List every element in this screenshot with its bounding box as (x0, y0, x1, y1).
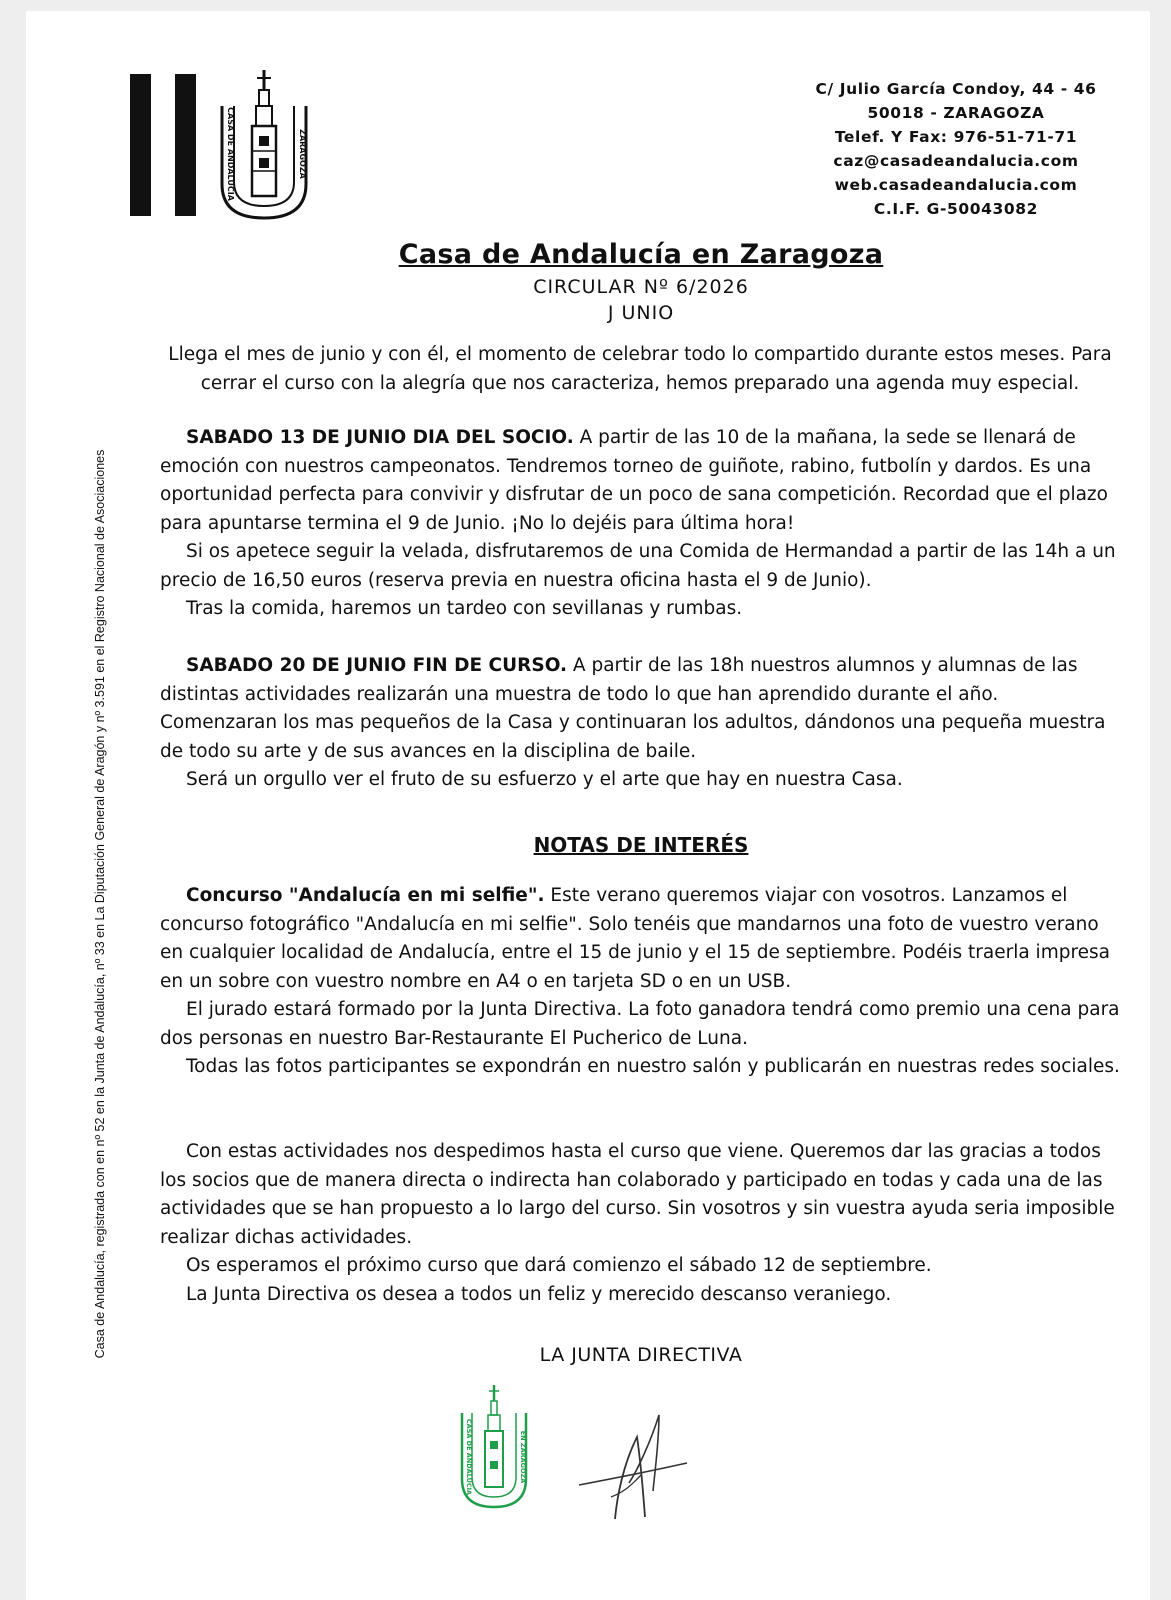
fin-curso-heading: SABADO 20 DE JUNIO FIN DE CURSO. (186, 655, 568, 676)
intro-paragraph (160, 341, 1120, 398)
address-street: C/ Julio García Condoy, 44 - 46 (815, 80, 1097, 98)
socio-comida: Si os apetece seguir la velada, disfrutaremos de una Comida de Hermandad a partir de las 14h a un precio de 16,50 euros (reserva previa en nuestra oficina hasta el 9 de Junio). (160, 541, 1116, 591)
section-dia-socio (160, 424, 1120, 624)
section-fin-curso (160, 652, 1120, 795)
letter-page (26, 11, 1150, 1600)
socio-text: A partir de las 10 de la mañana, la sede se llenará de emoción con nuestros campeonatos. Tendremos torneo de guiñote, rabino, futbolín y dardos. Es una oportunidad perfecta para convivir y disfrutar de un poco de sana competición. Recordad que el plazo para apuntarse termina el 9 de Junio. ¡No lo dejéis para última hora! (160, 427, 1108, 534)
circular-number: CIRCULAR Nº 6/2026 (533, 276, 749, 298)
fin-curso-text: A partir de las 18h nuestros alumnos y alumnas de las distintas actividades realizarán una muestra de todo lo que han aprendido durante el año. Comenzaran los mas pequeños de la Casa y continuaran los adultos, dándonos una pequeña muestra de todo su arte y de sus avances en la disciplina de baile. (160, 655, 1106, 762)
closing-thanks: Con estas actividades nos despedimos hasta el curso que viene. Queremos dar las gracias a todos los socios que de manera directa o indirecta han colaborado y participado en todas y cada una de las actividades que se han propuesto a lo largo del curso. Sin vosotros y sin vuestra ayuda seria imposible realizar dichas actividades. (160, 1141, 1115, 1248)
svg-text:CASA DE ANDALUCIA: CASA DE ANDALUCIA (226, 107, 235, 201)
svg-text:EN ZARAGOZA: EN ZARAGOZA (519, 1430, 527, 1484)
circular-month: J UNIO (607, 302, 675, 324)
address-phone: Telef. Y Fax: 976-51-71-71 (834, 128, 1078, 146)
address-web: web.casadeandalucia.com (834, 176, 1078, 194)
closing-wishes: La Junta Directiva os desea a todos un feliz y merecido descanso veraniego. (186, 1283, 892, 1305)
handwritten-signature (571, 1401, 701, 1531)
registration-side-note: Casa de Andalucía, registrada con en nº 52 en la Junta de Andalucía, nº 33 en La Diputación General de Aragón y nº 3.591 en el Registro Nacional de Asociaciones (93, 449, 107, 1359)
socio-tardeo: Tras la comida, haremos un tardeo con sevillanas y rumbas. (186, 598, 743, 619)
notas-heading: NOTAS DE INTERÉS (533, 833, 749, 857)
closing-next-course: Os esperamos el próximo curso que dará comienzo el sábado 12 de septiembre. (186, 1255, 932, 1276)
address-block (786, 77, 1126, 221)
intro-text: Llega el mes de junio y con él, el momento de celebrar todo lo compartido durante estos meses. Para cerrar el curso con la alegría que nos caracteriza, hemos preparado una agenda muy especial. (168, 344, 1112, 394)
address-postal: 50018 - ZARAGOZA (867, 104, 1045, 122)
casa-andalucia-logo (214, 66, 314, 226)
svg-text:ZARAGOZA: ZARAGOZA (298, 129, 307, 179)
green-stamp (456, 1381, 532, 1515)
section-concurso (160, 882, 1120, 1082)
section-closing (160, 1138, 1120, 1309)
logo-bar-left (130, 74, 151, 216)
svg-text:CASA DE ANDALUCIA: CASA DE ANDALUCIA (465, 1418, 473, 1496)
concurso-text: Este verano queremos viajar con vosotros. Lanzamos el concurso fotográfico "Andalucía en mi selfie". Solo tenéis que mandarnos una foto de vuestro verano en cualquier localidad de Andalucía, entre el 15 de junio y el 15 de septiembre. Podéis traerla impresa en un sobre con vuestro nombre en A4 o en tarjeta SD o en un USB. (160, 885, 1111, 992)
concurso-fotos: Todas las fotos participantes se expondrán en nuestro salón y publicarán en nuestras redes sociales. (186, 1056, 1120, 1077)
address-cif: C.I.F. G-50043082 (873, 200, 1039, 218)
concurso-heading: Concurso "Andalucía en mi selfie". (186, 885, 545, 906)
address-email: caz@casadeandalucia.com (833, 152, 1079, 170)
page-title: Casa de Andalucía en Zaragoza (398, 239, 884, 270)
logo-bar-right (175, 74, 196, 216)
concurso-jurado: El jurado estará formado por la Junta Directiva. La foto ganadora tendrá como premio una cena para dos personas en nuestro Bar-Restaurante El Pucherico de Luna. (160, 999, 1120, 1049)
fin-curso-orgullo: Será un orgullo ver el fruto de su esfuerzo y el arte que hay en nuestra Casa. (186, 769, 903, 790)
socio-heading: SABADO 13 DE JUNIO DIA DEL SOCIO. (186, 427, 574, 448)
signature-label: LA JUNTA DIRECTIVA (539, 1344, 743, 1366)
